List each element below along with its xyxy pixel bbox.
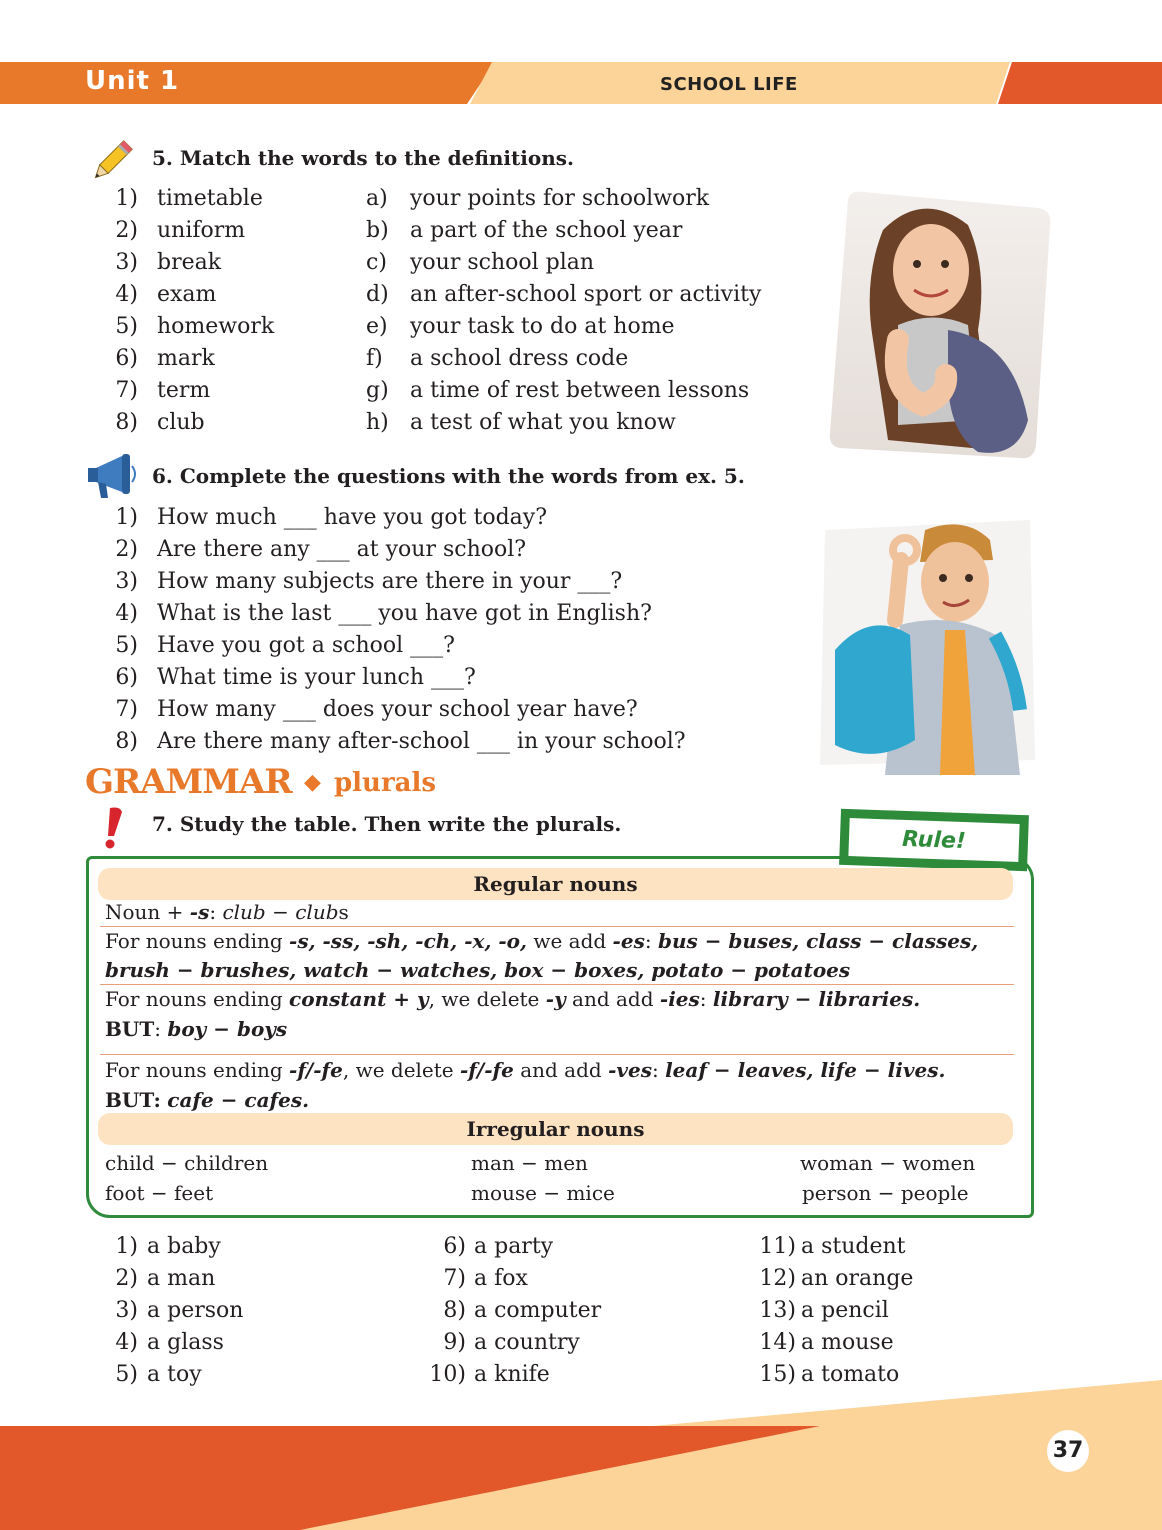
list-item: f) a school dress code <box>366 346 629 371</box>
exercise-5-title: 5. Match the words to the definitions. <box>152 146 574 170</box>
list-item: h) a test of what you know <box>366 410 676 435</box>
rule-row-ies: For nouns ending constant + y, we delete -y and add -ies: library − libraries. <box>105 987 921 1011</box>
exercise-7-title: 7. Study the table. Then write the plurals. <box>152 812 622 836</box>
rule-tag <box>839 809 1029 872</box>
irregular-pair: person − people <box>802 1181 969 1205</box>
header-bar-right <box>998 62 1162 104</box>
divider <box>100 984 1014 985</box>
page-number: 37 <box>1047 1430 1089 1472</box>
pencil-icon <box>86 136 136 192</box>
irregular-pair: mouse − mice <box>471 1181 615 1205</box>
rule-row-es: For nouns ending -s, -ss, -sh, -ch, -x, -o, we add -es: bus − buses, class − classes, <box>105 929 979 953</box>
list-item: c) your school plan <box>366 250 595 275</box>
rule-row-ves-but: BUT: cafe − cafes. <box>105 1088 310 1112</box>
megaphone-icon <box>86 452 138 506</box>
irregular-pair: foot − feet <box>105 1181 214 1205</box>
grammar-heading: GRAMMAR <box>85 762 292 802</box>
list-item: g) a time of rest between lessons <box>366 378 750 403</box>
list-item: b) a part of the school year <box>366 218 683 243</box>
rule-row-ies-but: BUT: boy − boys <box>105 1017 288 1041</box>
list-item: d) an after-school sport or activity <box>366 282 762 307</box>
exercise-6-title: 6. Complete the questions with the words from ex. 5. <box>152 464 745 488</box>
exclamation-icon <box>96 806 130 854</box>
list-item: a) your points for schoolwork <box>366 186 710 211</box>
girl-photo <box>828 190 1053 472</box>
irregular-pair: woman − women <box>800 1151 976 1175</box>
regular-nouns-header: Regular nouns <box>98 868 1013 900</box>
irregular-pair: man − men <box>471 1151 588 1175</box>
rule-row-s: Noun + -s: club − clubs <box>105 900 349 924</box>
section-title: SCHOOL LIFE <box>660 74 798 95</box>
divider <box>100 1054 1014 1055</box>
irregular-pair: child − children <box>105 1151 269 1175</box>
diamond-icon: ◆ <box>304 770 321 795</box>
rule-row-ves: For nouns ending -f/-fe, we delete -f/-fe and add -ves: leaf − leaves, life − lives. <box>105 1058 946 1082</box>
unit-label: Unit 1 <box>85 66 180 96</box>
rule-row-es-examples: brush − brushes, watch − watches, box − boxes, potato − potatoes <box>105 958 851 982</box>
grammar-topic: plurals <box>334 768 437 798</box>
rule-tag-label: Rule! <box>848 818 1019 862</box>
irregular-nouns-header: Irregular nouns <box>98 1113 1013 1145</box>
list-item: e) your task to do at home <box>366 314 675 339</box>
divider <box>100 926 1014 927</box>
header-bar-left <box>0 62 495 104</box>
boy-photo <box>815 510 1040 782</box>
